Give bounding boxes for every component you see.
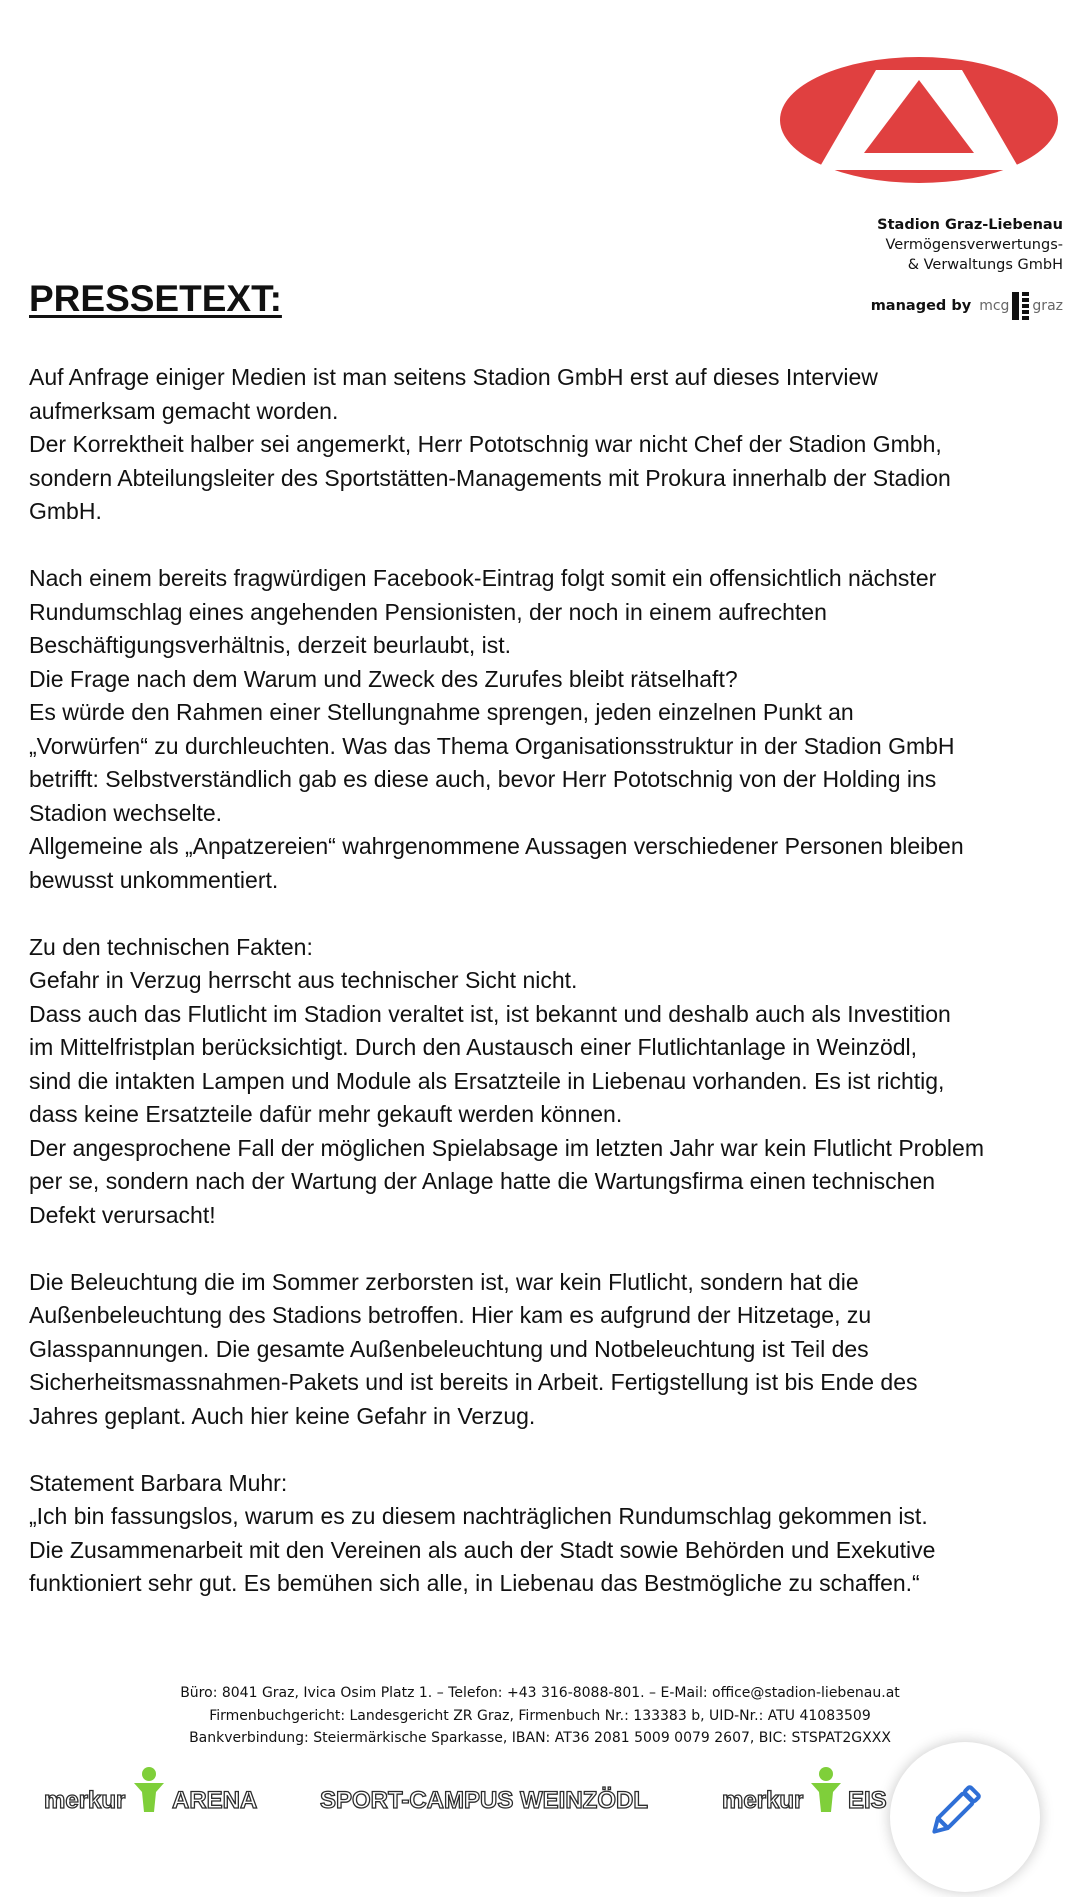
text-line: Rundumschlag eines angehenden Pensionisten, der noch in einem aufrechten — [29, 598, 827, 625]
paragraph — [29, 1467, 1069, 1601]
figure-icon — [134, 1767, 164, 1812]
pencil-icon — [890, 1742, 1040, 1892]
eis-text: EIS — [848, 1787, 887, 1814]
text-line: Stadion wechselte. — [29, 799, 223, 826]
text-line: Der Korrektheit halber sei angemerkt, Herr Pototschnig war nicht Chef der Stadion Gmbh, — [29, 431, 942, 457]
paragraph — [29, 931, 1069, 1233]
mcg-bar — [1012, 292, 1019, 320]
managed-by — [871, 292, 1063, 320]
merkur-eis-logo — [722, 1767, 887, 1814]
text-line: Die Zusammenarbeit mit den Vereinen als auch der Stadt sowie Behörden und Exekutive — [29, 1536, 936, 1563]
text-line: betrifft: Selbstverständlich gab es diese auch, bevor Herr Pototschnig von der Holding ins — [29, 766, 937, 792]
text-line: sondern Abteilungsleiter des Sportstätten-Managements mit Prokura innerhalb der Stadion — [29, 464, 951, 491]
text-line: Die Frage nach dem Warum und Zweck des Zurufes bleibt rätselhaft? — [29, 665, 738, 692]
footer-register: Firmenbuchgericht: Landesgericht ZR Graz, Firmenbuch Nr.: 133383 b, UID-Nr.: ATU 41083509 — [209, 1707, 871, 1724]
mcg-text: mcg — [979, 298, 1010, 314]
text-line: bewusst unkommentiert. — [29, 866, 279, 893]
footer-address: Büro: 8041 Graz, Ivica Osim Platz 1. – Telefon: +43 316-8088-801. – E-Mail: office@stadion-liebenau.at — [180, 1685, 900, 1701]
stadion-logo — [778, 54, 1060, 186]
text-line: Beschäftigungsverhältnis, derzeit beurlaubt, ist. — [29, 632, 511, 658]
managed-by-label: managed by — [870, 298, 972, 314]
text-line: Zu den technischen Fakten: — [29, 933, 313, 960]
text-line: Glasspannungen. Die gesamte Außenbeleuchtung und Notbeleuchtung ist Teil des — [29, 1335, 869, 1362]
press-text-body — [29, 361, 1069, 1634]
merkur-text: merkur — [44, 1787, 126, 1814]
text-line: GmbH. — [29, 498, 102, 524]
edit-fab-button[interactable] — [890, 1742, 1040, 1892]
text-line: Der angesprochene Fall der möglichen Spielabsage im letzten Jahr war kein Flutlicht Problem — [29, 1134, 984, 1161]
merkur-arena-logo — [44, 1767, 257, 1814]
text-line: Gefahr in Verzug herrscht aus technischer Sicht nicht. — [29, 967, 578, 993]
paragraph — [29, 361, 1069, 529]
text-line: Die Beleuchtung die im Sommer zerborsten ist, war kein Flutlicht, sondern hat die — [29, 1268, 859, 1295]
paragraph — [29, 562, 1069, 897]
text-line: Es würde den Rahmen einer Stellungnahme sprengen, jeden einzelnen Punkt an — [29, 699, 854, 725]
text-line: Nach einem bereits fragwürdigen Facebook-Eintrag folgt somit ein offensichtlich nächster — [29, 565, 937, 591]
footer — [0, 1682, 1080, 1750]
company-line: Vermögensverwertungs- — [885, 237, 1063, 253]
text-line: „Ich bin fassungslos, warum es zu diesem nachträglichen Rundumschlag gekommen ist. — [29, 1503, 928, 1529]
text-line: Allgemeine als „Anpatzereien“ wahrgenommene Aussagen verschiedener Personen bleiben — [29, 833, 964, 859]
text-line: Dass auch das Flutlicht im Stadion veraltet ist, ist bekannt und deshalb auch als Investition — [29, 1000, 951, 1027]
figure-icon — [811, 1767, 841, 1812]
text-line: im Mittelfristplan berücksichtigt. Durch den Austausch einer Flutlichtanlage in Weinzödl, — [29, 1034, 918, 1060]
footer-bank: Bankverbindung: Steiermärkische Sparkasse, IBAN: AT36 2081 5009 0079 2607, BIC: STSPAT2GXXX — [189, 1730, 891, 1746]
mcg-bar-dashed — [1022, 292, 1029, 320]
text-line: funktioniert sehr gut. Es bemühen sich alle, in Liebenau das Bestmögliche zu schaffen.“ — [29, 1570, 920, 1596]
text-line: per se, sondern nach der Wartung der Anlage hatte die Wartungsfirma einen technischen — [29, 1168, 936, 1194]
arena-text: ARENA — [172, 1787, 258, 1814]
page-title: PRESSETEXT: — [29, 278, 282, 319]
text-line: Auf Anfrage einiger Medien ist man seitens Stadion GmbH erst auf dieses Interview — [29, 364, 878, 390]
company-name: Stadion Graz-Liebenau — [877, 217, 1063, 233]
text-line: Sicherheitsmassnahmen-Pakets und ist bereits in Arbeit. Fertigstellung ist bis Ende des — [29, 1369, 918, 1395]
text-line: Statement Barbara Muhr: — [29, 1469, 288, 1496]
text-line: „Vorwürfen“ zu durchleuchten. Was das Thema Organisationsstruktur in der Stadion GmbH — [29, 732, 955, 759]
text-line: Defekt verursacht! — [29, 1201, 216, 1228]
company-line: & Verwaltungs GmbH — [907, 257, 1063, 273]
mcg-graz-logo — [979, 292, 1063, 320]
paragraph — [29, 1266, 1069, 1434]
text-line: aufmerksam gemacht worden. — [29, 397, 339, 424]
merkur-text: merkur — [722, 1787, 804, 1814]
text-line: Jahres geplant. Auch hier keine Gefahr in Verzug. — [29, 1402, 536, 1429]
text-line: sind die intakten Lampen und Module als Ersatzteile in Liebenau vorhanden. Es ist richtig, — [29, 1067, 945, 1094]
text-line: dass keine Ersatzteile dafür mehr gekauft werden können. — [29, 1101, 623, 1127]
company-block — [877, 215, 1063, 275]
sport-campus-text: SPORT-CAMPUS WEINZÖDL — [320, 1787, 648, 1814]
text-line: Außenbeleuchtung des Stadions betroffen. Hier kam es aufgrund der Hitzetage, zu — [29, 1302, 872, 1328]
graz-text: graz — [1032, 298, 1063, 314]
